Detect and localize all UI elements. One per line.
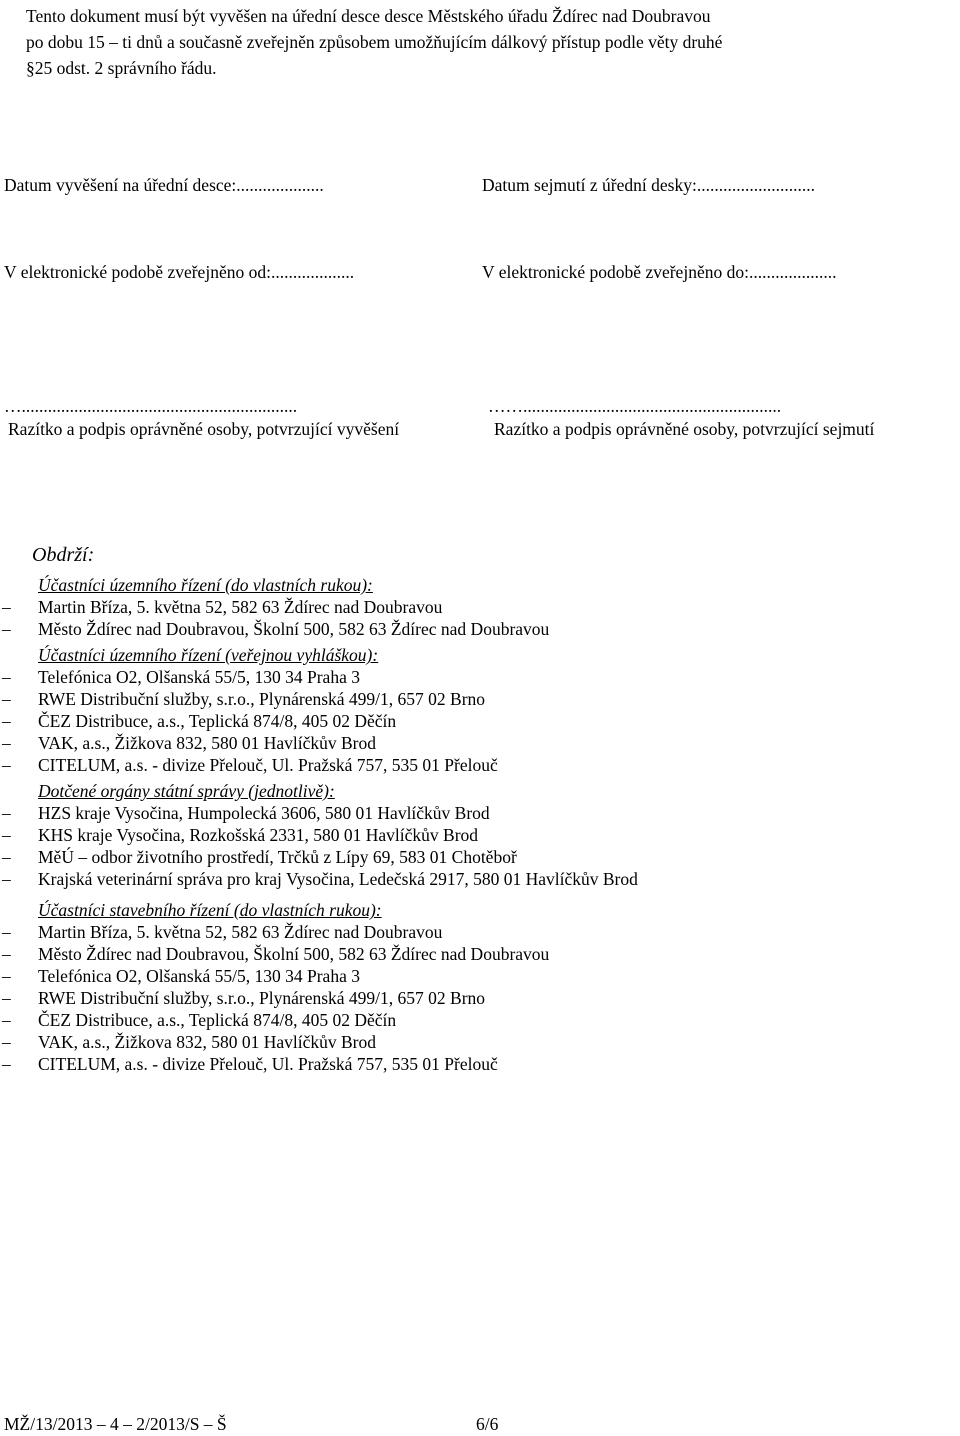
list-dash: – [2, 667, 11, 687]
list-dash: – [2, 1032, 11, 1052]
list-dash: – [2, 1054, 11, 1074]
intro-line-3: §25 odst. 2 správního řádu. [26, 58, 217, 78]
list-dash: – [2, 597, 11, 617]
recipient-item [0, 987, 960, 1009]
posting-dates-row [0, 175, 960, 201]
recipient-item [0, 618, 960, 640]
removed-date-label: Datum sejmutí z úřední desky:........................... [482, 175, 815, 195]
recipient-item [0, 802, 960, 824]
electronic-to-label: V elektronické podobě zveřejněno do:.................... [482, 262, 837, 282]
posted-date-label: Datum vyvěšení na úřední desce:.................... [4, 175, 324, 195]
list-dash: – [2, 803, 11, 823]
recipient-text: HZS kraje Vysočina, Humpolecká 3606, 580 01 Havlíčkův Brod [38, 803, 490, 823]
recipient-text: RWE Distribuční služby, s.r.o., Plynárenská 499/1, 657 02 Brno [38, 988, 486, 1008]
list-dash: – [2, 755, 11, 775]
recipient-text: MěÚ – odbor životního prostředí, Trčků z Lípy 69, 583 01 Chotěboř [38, 847, 517, 867]
recipient-item [0, 1009, 960, 1031]
list-dash: – [2, 966, 11, 986]
recipient-item [0, 868, 960, 890]
list-dash: – [2, 733, 11, 753]
removal-stamp-block [488, 395, 874, 441]
list-dash: – [2, 1010, 11, 1030]
recipient-section-list [0, 921, 960, 1075]
recipient-section-list [0, 596, 960, 640]
electronic-from-label: V elektronické podobě zveřejněno od:................... [4, 262, 355, 282]
recipient-text: CITELUM, a.s. - divize Přelouč, Ul. Pražská 757, 535 01 Přelouč [38, 1054, 498, 1074]
recipient-text: CITELUM, a.s. - divize Přelouč, Ul. Pražská 757, 535 01 Přelouč [38, 755, 498, 775]
recipient-text: Město Ždírec nad Doubravou, Školní 500, 582 63 Ždírec nad Doubravou [38, 619, 550, 639]
recipient-item [0, 732, 960, 754]
recipient-item [0, 846, 960, 868]
posting-stamp-block [4, 395, 399, 441]
recipient-item [0, 754, 960, 776]
recipient-item [0, 1031, 960, 1053]
recipient-item [0, 710, 960, 732]
recipient-section-heading: Účastníci územního řízení (veřejnou vyhláškou): [38, 645, 379, 665]
recipients-title: Obdrží: [32, 544, 95, 566]
recipient-section-heading: Účastníci územního řízení (do vlastních rukou): [38, 575, 373, 595]
document-reference: MŽ/13/2013 – 4 – 2/2013/S – Š [4, 1414, 227, 1434]
section-spacer [0, 890, 960, 899]
recipient-text: Krajská veterinární správa pro kraj Vysočina, Ledečská 2917, 580 01 Havlíčkův Brod [38, 869, 638, 889]
list-dash: – [2, 922, 11, 942]
recipient-text: VAK, a.s., Žižkova 832, 580 01 Havlíčkův Brod [38, 733, 376, 753]
page-number: 6/6 [476, 1414, 499, 1434]
removal-stamp-caption: Razítko a podpis oprávněné osoby, potvrzující sejmutí [494, 419, 875, 439]
recipient-text: Martin Bříza, 5. května 52, 582 63 Ždírec nad Doubravou [38, 922, 443, 942]
recipient-section-list [0, 666, 960, 776]
recipient-item [0, 1053, 960, 1075]
recipient-text: VAK, a.s., Žižkova 832, 580 01 Havlíčkův Brod [38, 1032, 376, 1052]
electronic-dates-row [0, 262, 960, 288]
recipient-text: RWE Distribuční služby, s.r.o., Plynárenská 499/1, 657 02 Brno [38, 689, 486, 709]
recipient-section-heading: Účastníci stavebního řízení (do vlastních rukou): [38, 900, 382, 920]
recipient-text: ČEZ Distribuce, a.s., Teplická 874/8, 405 02 Děčín [38, 1010, 397, 1030]
recipient-item [0, 666, 960, 688]
recipient-text: ČEZ Distribuce, a.s., Teplická 874/8, 405 02 Děčín [38, 711, 397, 731]
list-dash: – [2, 847, 11, 867]
list-dash: – [2, 619, 11, 639]
recipients-list [0, 574, 960, 1075]
recipient-item [0, 596, 960, 618]
list-dash: – [2, 869, 11, 889]
list-dash: – [2, 944, 11, 964]
intro-line-1: Tento dokument musí být vyvěšen na úřední desce desce Městského úřadu Ždírec nad Doubravou [26, 6, 711, 26]
posting-stamp-caption: Razítko a podpis oprávněné osoby, potvrzující vyvěšení [8, 419, 400, 439]
list-dash: – [2, 825, 11, 845]
recipient-item [0, 965, 960, 987]
intro-line-2: po dobu 15 – ti dnů a současně zveřejněn způsobem umožňujícím dálkový přístup podle věty druhé [26, 32, 723, 52]
recipient-section-list [0, 802, 960, 890]
recipient-text: KHS kraje Vysočina, Rozkošská 2331, 580 01 Havlíčkův Brod [38, 825, 479, 845]
intro-paragraph [26, 3, 946, 81]
recipient-item [0, 943, 960, 965]
list-dash: – [2, 988, 11, 1008]
recipient-section-heading: Dotčené orgány státní správy (jednotlivě): [38, 781, 335, 801]
posting-signature-line: …............................................................... [4, 396, 298, 416]
list-dash: – [2, 689, 11, 709]
removal-signature-line: ……........................................................... [488, 396, 782, 416]
recipient-item [0, 824, 960, 846]
recipient-item [0, 688, 960, 710]
recipient-item [0, 921, 960, 943]
recipient-text: Město Ždírec nad Doubravou, Školní 500, 582 63 Ždírec nad Doubravou [38, 944, 550, 964]
recipient-text: Martin Bříza, 5. května 52, 582 63 Ždírec nad Doubravou [38, 597, 443, 617]
recipient-text: Telefónica O2, Olšanská 55/5, 130 34 Praha 3 [38, 667, 360, 687]
recipient-text: Telefónica O2, Olšanská 55/5, 130 34 Praha 3 [38, 966, 360, 986]
list-dash: – [2, 711, 11, 731]
